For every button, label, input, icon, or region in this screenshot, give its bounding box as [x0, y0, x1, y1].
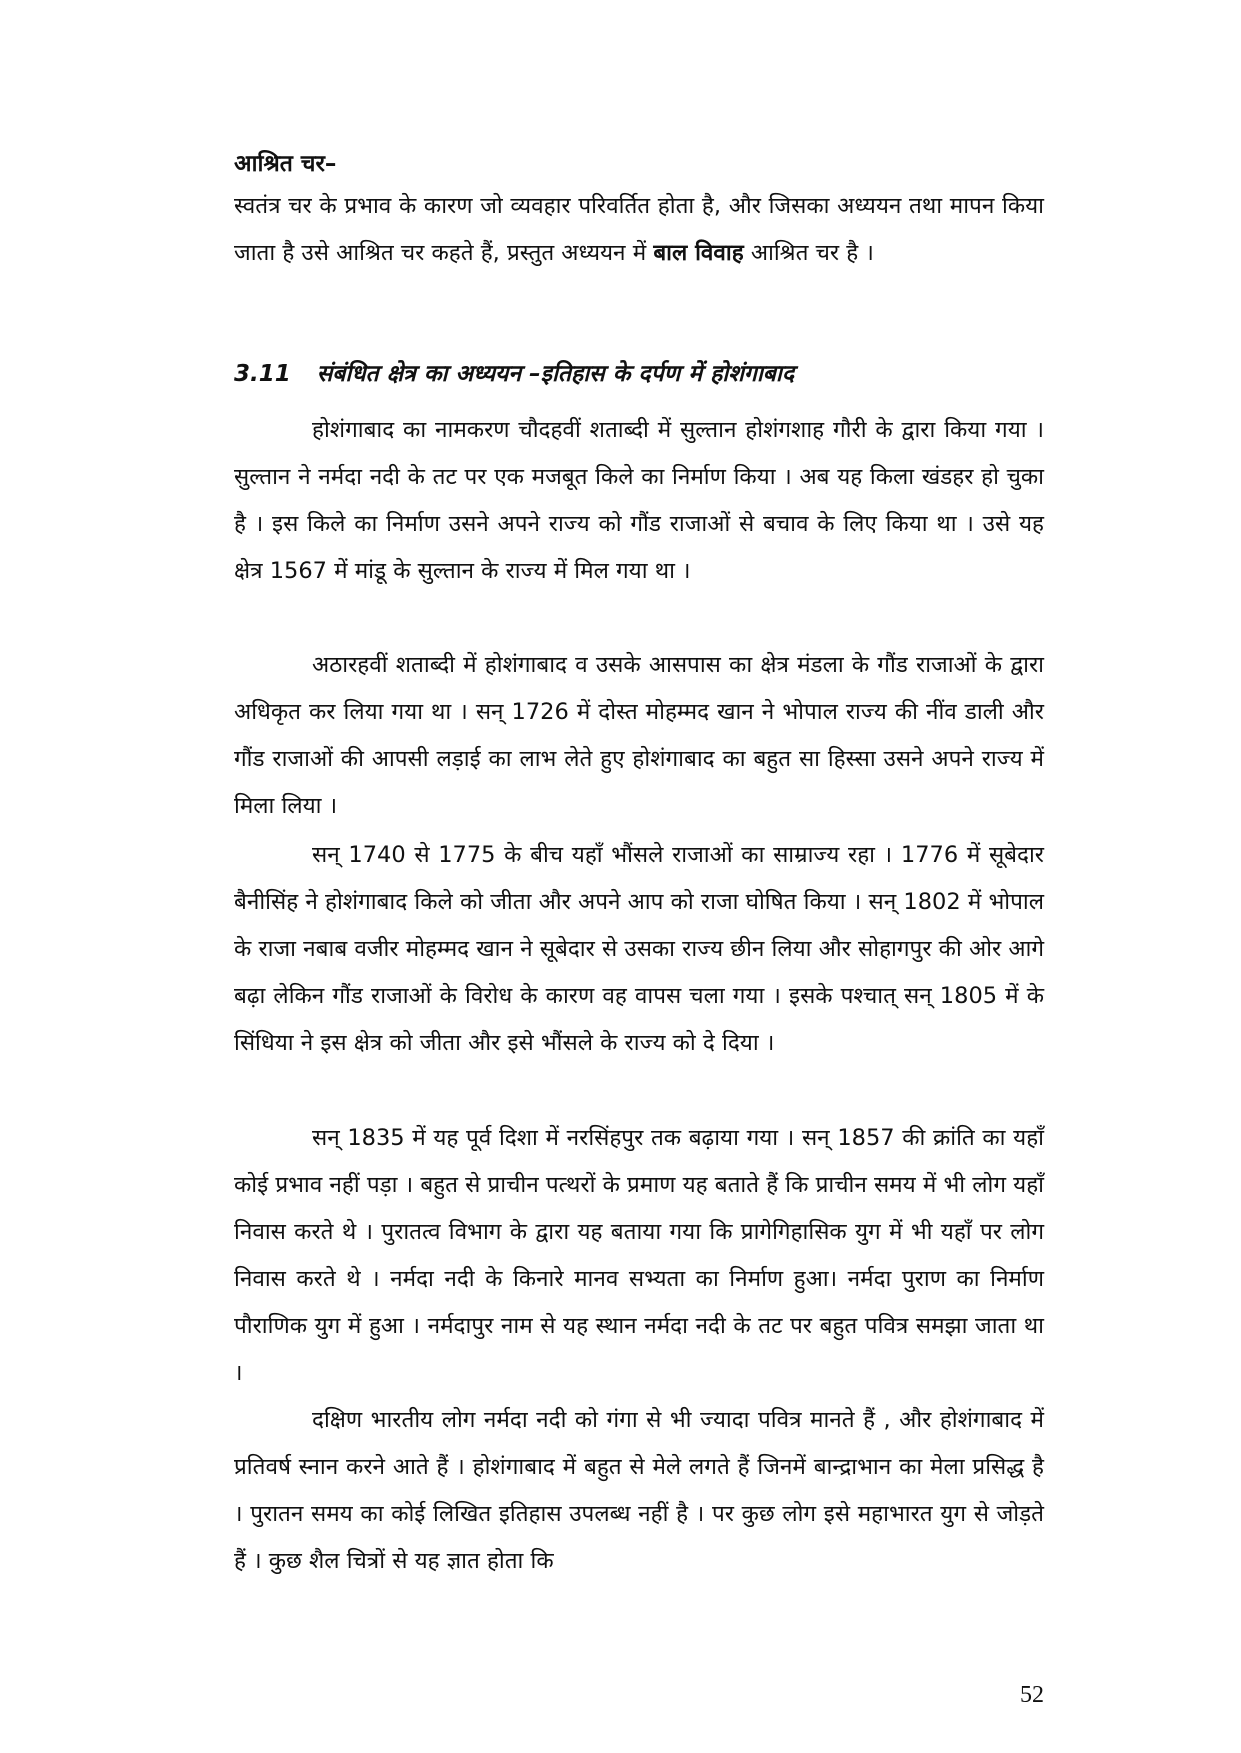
section-heading — [234, 358, 794, 390]
subheading-dependent-variable: आश्रित चर– — [234, 151, 337, 177]
paragraph-text: स्वतंत्र चर के प्रभाव के कारण जो व्यवहार परिवर्तित होता है, और जिसका अध्ययन तथा मापन किया जाता है उसे आश्रित चर कहते हैं, प्रस्तुत अध्ययन में — [234, 193, 1044, 266]
page-number: 52 — [1020, 1682, 1044, 1708]
paragraph-5: दक्षिण भारतीय लोग नर्मदा नदी को गंगा से भी ज्यादा पवित्र मानते हैं , और होशंगाबाद में प्रतिवर्ष स्नान करने आते हैं । होशंगाबाद में बहुत से मेले लगते हैं जिनमें बान्द्राभान का मेला प्रसिद्ध है । पुरातन समय का कोई लिखित इतिहास उपलब्ध नहीं है । पर कुछ लोग इसे महाभारत युग से जोड़ते हैं । कुछ शैल चित्रों से यह ज्ञात होता कि — [234, 1407, 1044, 1574]
paragraph-dependent-variable — [234, 183, 1044, 277]
section-number: 3.11 — [234, 361, 291, 387]
paragraph-4: सन् 1835 में यह पूर्व दिशा में नरसिंहपुर तक बढ़ाया गया । सन् 1857 की क्रांति का यहॉं कोई प्रभाव नहीं पड़ा । बहुत से प्राचीन पत्थरों के प्रमाण यह बताते हैं कि प्राचीन समय में भी लोग यहॉं निवास करते थे । पुरातत्व विभाग के द्वारा यह बताया गया कि प्रागेगिहासिक युग में भी यहॉं पर लोग निवास करते थे । नर्मदा नदी के किनारे मानव सभ्यता का निर्माण हुआ। नर्मदा पुराण का निर्माण पौराणिक युग में हुआ । नर्मदापुर नाम से यह स्थान नर्मदा नदी के तट पर बहुत पवित्र समझा जाता था । — [234, 1125, 1044, 1386]
paragraph-3: सन् 1740 से 1775 के बीच यहॉं भौंसले राजाओं का साम्राज्य रहा । 1776 में सूबेदार बैनीसिंह ने होशंगाबाद किले को जीता और अपने आप को राजा घोषित किया । सन् 1802 में भोपाल के राजा नबाब वजीर मोहम्मद खान ने सूबेदार से उसका राज्य छीन लिया और सोहागपुर की ओर आगे बढ़ा लेकिन गौंड राजाओं के विरोध के कारण वह वापस चला गया । इसके पश्चात् सन् 1805 में के सिंधिया ने इस क्षेत्र को जीता और इसे भौंसले के राज्य को दे दिया । — [234, 842, 1044, 1056]
bold-term: बाल विवाह — [653, 240, 744, 266]
paragraph-1: होशंगाबाद का नामकरण चौदहवीं शताब्दी में सुल्तान होशंगशाह गौरी के द्वारा किया गया । सुल्तान ने नर्मदा नदी के तट पर एक मजबूत किले का निर्माण किया । अब यह किला खंडहर हो चुका है । इस किले का निर्माण उसने अपने राज्य को गौंड राजाओं से बचाव के लिए किया था । उसे यह क्षेत्र 1567 में मांडू के सुल्तान के राज्य में मिल गया था । — [234, 417, 1044, 584]
paragraph-text: आश्रित चर है । — [743, 240, 874, 266]
document-page — [234, 0, 1044, 1753]
section-title: संबंधित क्षेत्र का अध्ययन –इतिहास के दर्पण में होशंगाबाद — [316, 361, 795, 387]
paragraph-2: अठारहवीं शताब्दी में होशंगाबाद व उसके आसपास का क्षेत्र मंडला के गौंड राजाओं के द्वारा अधिकृत कर लिया गया था । सन् 1726 में दोस्त मोहम्मद खान ने भोपाल राज्य की नींव डाली और गौंड राजाओं की आपसी लड़ाई का लाभ लेते हुए होशंगाबाद का बहुत सा हिस्सा उसने अपने राज्य में मिला लिया । — [234, 652, 1044, 819]
